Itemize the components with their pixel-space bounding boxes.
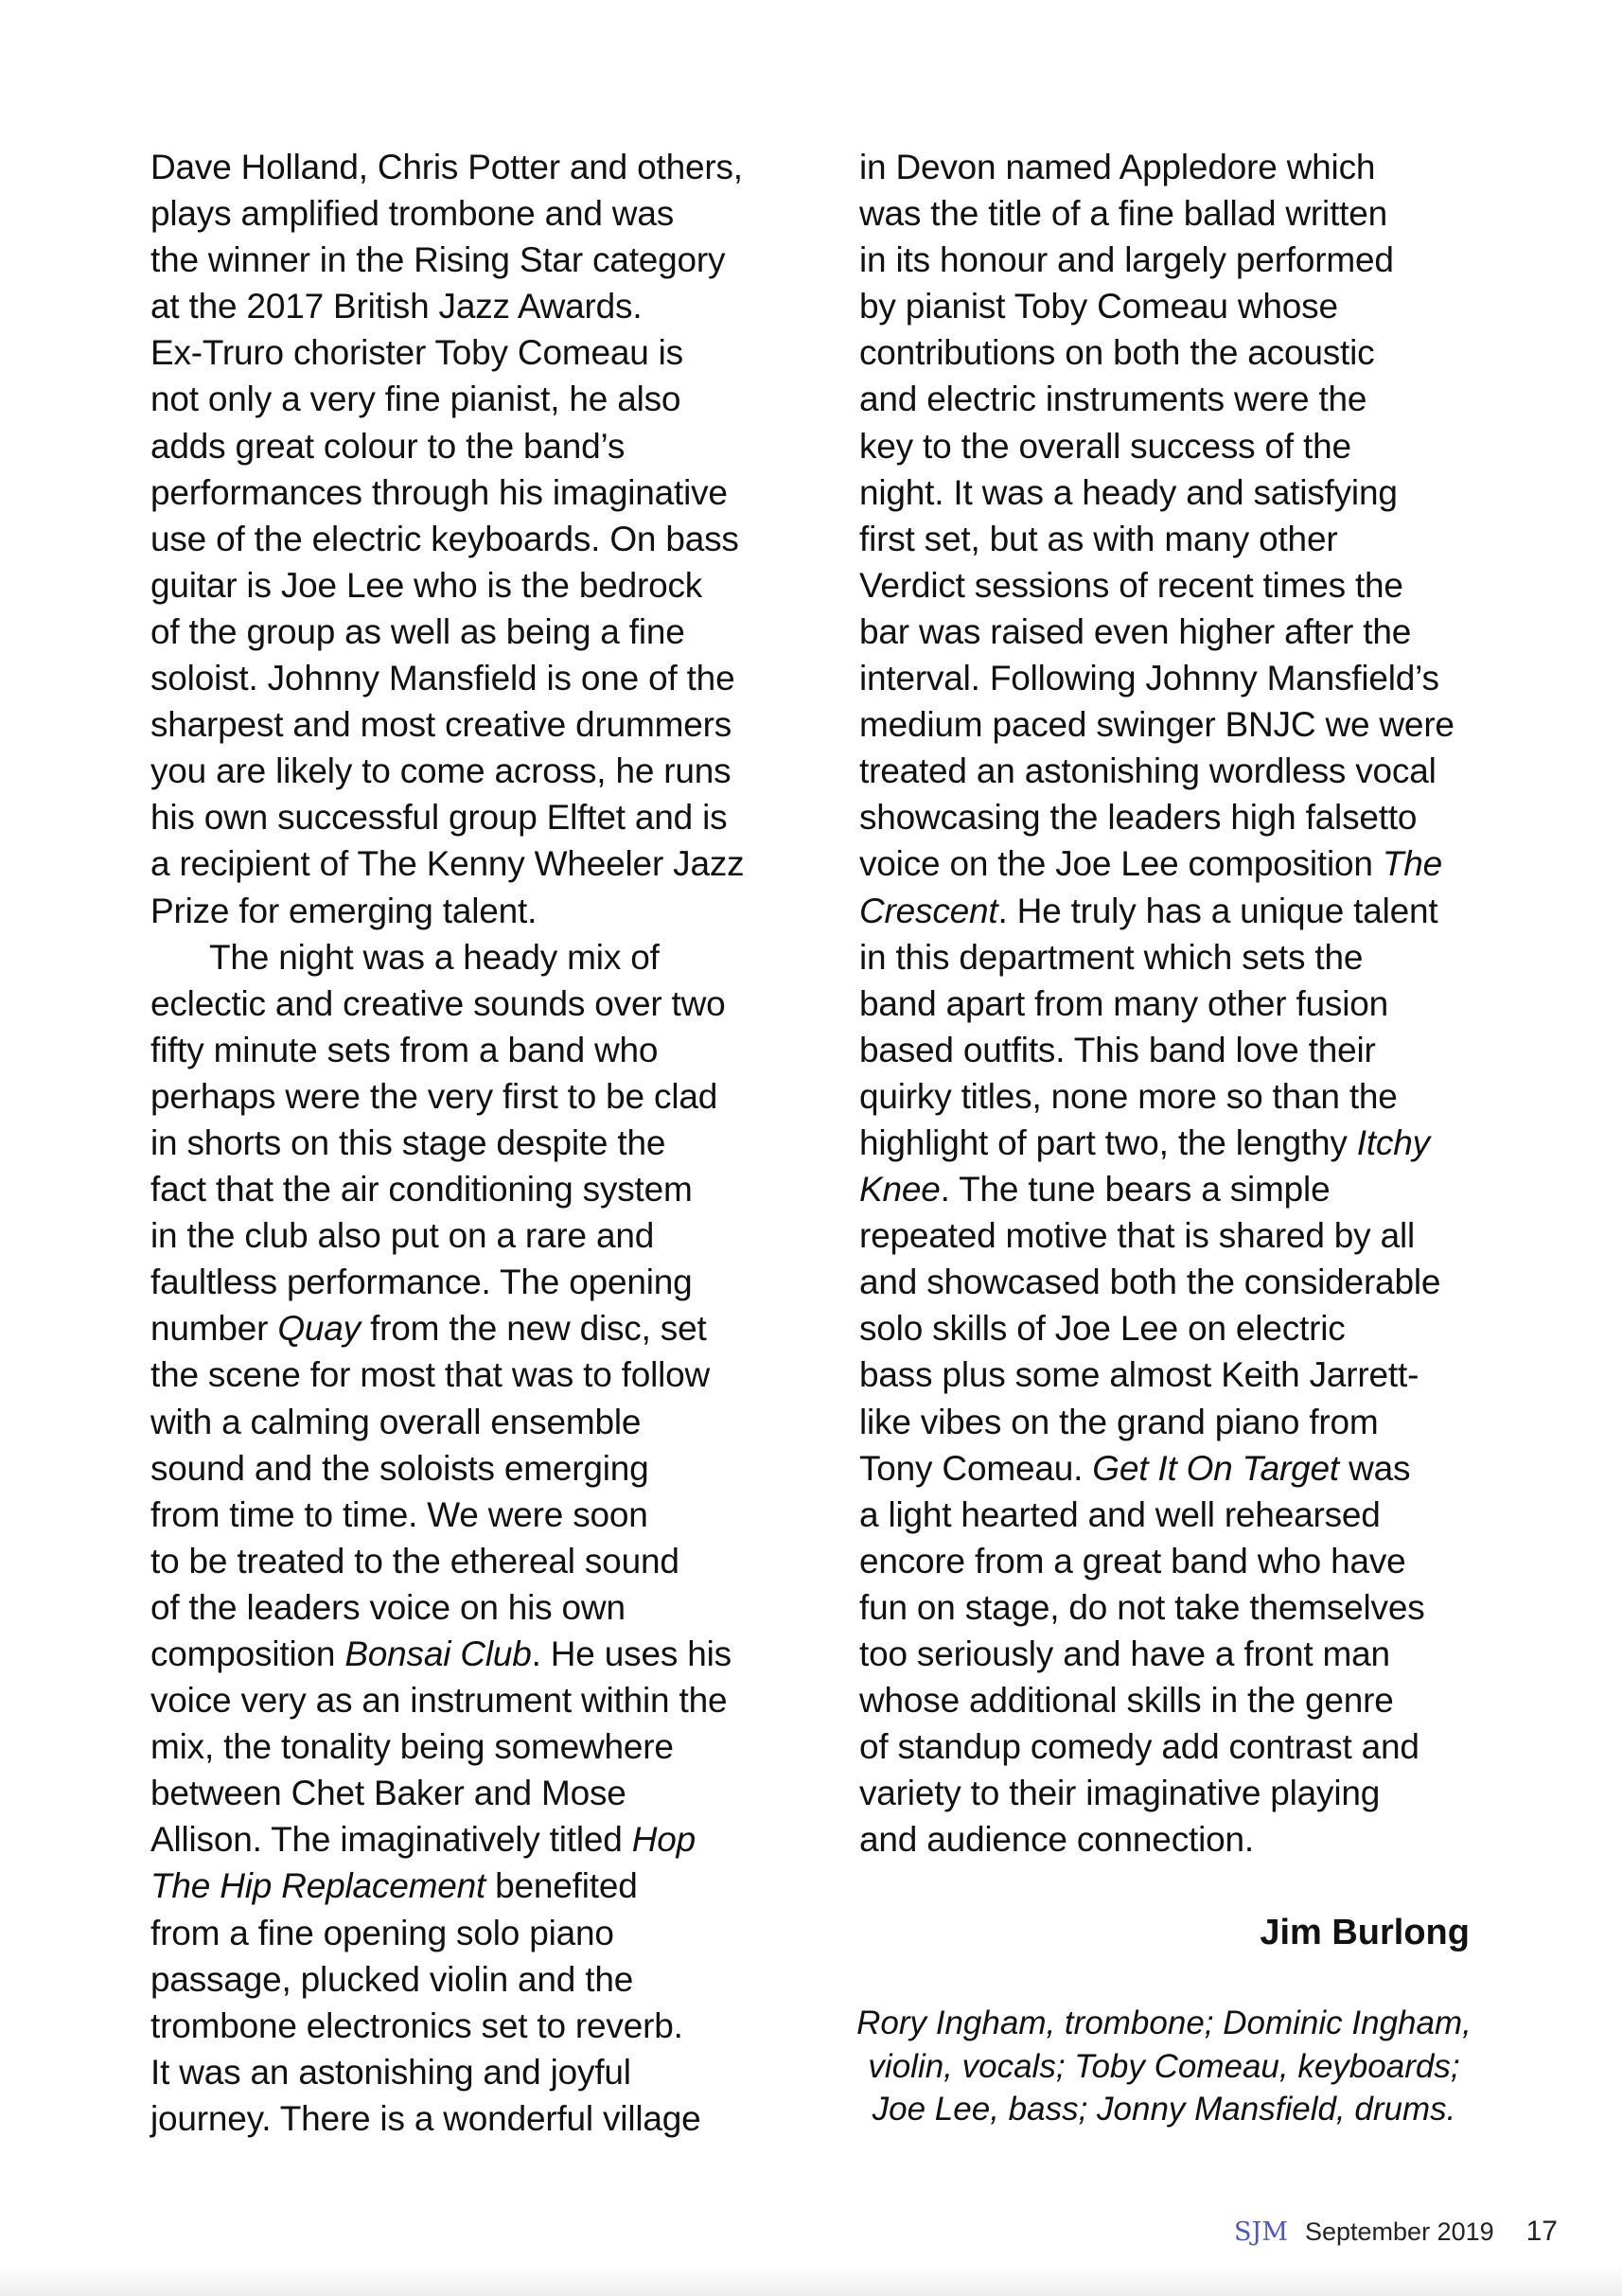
text-line: performances through his imaginative (150, 472, 728, 512)
text-line: night. It was a heady and satisfying (859, 472, 1398, 512)
text-line (859, 888, 1484, 934)
text-line: his own successful group Elftet and is (150, 798, 728, 838)
text-line: whose additional skills in the genre (859, 1681, 1394, 1721)
text-line: voice very as an instrument within the (150, 1681, 728, 1721)
text-line: solo skills of Joe Lee on electric (859, 1309, 1346, 1349)
text-line: was the title of a fine ballad written (859, 194, 1387, 234)
text-line: and showcased both the considerable (859, 1263, 1441, 1302)
italic-title: The (1382, 844, 1443, 884)
text-line: plays amplified trombone and was (150, 194, 675, 234)
author-byline: Jim Burlong (1260, 1913, 1470, 1952)
text-line: between Chet Baker and Mose (150, 1774, 626, 1813)
text-segment: Allison. The imaginatively titled (150, 1820, 632, 1860)
text-line: interval. Following Johnny Mansfield’s (859, 659, 1439, 698)
page-footer (1234, 2213, 1558, 2252)
text-line: Ex-Truro chorister Toby Comeau is (150, 333, 683, 373)
credits-line: Rory Ingham, trombone; Dominic Ingham, (856, 2005, 1472, 2041)
text-line: to be treated to the ethereal sound (150, 1541, 679, 1581)
text-line: fun on stage, do not take themselves (859, 1587, 1425, 1627)
text-line: fifty minute sets from a band who (150, 1030, 659, 1069)
text-line: from a fine opening solo piano (150, 1913, 614, 1952)
text-line (859, 1166, 1484, 1212)
text-line (150, 1816, 775, 1863)
text-segment: from the new disc, set (360, 1309, 707, 1349)
text-line: It was an astonishing and joyful (150, 2052, 631, 2092)
page-number: 17 (1525, 2216, 1558, 2247)
text-segment: voice on the Joe Lee composition (859, 844, 1383, 884)
text-line: band apart from many other fusion (859, 983, 1388, 1023)
text-line: in its honour and largely performed (859, 240, 1394, 280)
text-line (859, 1445, 1484, 1492)
text-segment: benefited (485, 1866, 638, 1906)
text-line: in shorts on this stage despite the (150, 1122, 666, 1162)
text-line: quirky titles, none more so than the (859, 1076, 1398, 1116)
text-line: in the club also put on a rare and (150, 1216, 655, 1256)
text-line: repeated motive that is shared by all (859, 1216, 1415, 1256)
issue-date: September 2019 (1304, 2217, 1494, 2246)
magazine-brand: SJM (1234, 2217, 1288, 2247)
text-line: passage, plucked violin and the (150, 1959, 634, 1999)
text-line: you are likely to come across, he runs (150, 751, 732, 791)
italic-title: Knee (859, 1170, 941, 1210)
article-left-column (150, 144, 775, 2142)
text-line: based outfits. This band love their (859, 1030, 1376, 1069)
text-line: the scene for most that was to follow (150, 1355, 711, 1395)
italic-title: Bonsai Club (344, 1634, 532, 1673)
italic-title: Get It On Target (1092, 1448, 1339, 1488)
credits-line: violin, vocals; Toby Comeau, keyboards; (868, 2047, 1460, 2085)
text-line: of the leaders voice on his own (150, 1587, 626, 1627)
text-line: Prize for emerging talent. (150, 891, 538, 930)
text-line: with a calming overall ensemble (150, 1402, 642, 1441)
text-line: The night was a heady mix of (209, 937, 660, 977)
musician-credits (833, 2002, 1495, 2131)
text-line: bar was raised even higher after the (859, 611, 1412, 651)
text-line (150, 1305, 775, 1351)
text-line: treated an astonishing wordless vocal (859, 751, 1437, 791)
italic-title: Itchy (1356, 1122, 1430, 1162)
text-line: of standup comedy add contrast and (859, 1727, 1419, 1767)
text-line (859, 840, 1484, 887)
italic-title: The Hip Replacement (150, 1866, 486, 1906)
text-line: and electric instruments were the (859, 380, 1367, 419)
page-bottom-edge (0, 2264, 1622, 2296)
text-line: of the group as well as being a fine (150, 611, 685, 651)
text-line: mix, the tonality being somewhere (150, 1727, 674, 1767)
text-line: perhaps were the very first to be clad (150, 1076, 718, 1116)
text-line: showcasing the leaders high falsetto (859, 798, 1418, 838)
text-segment: was (1338, 1448, 1411, 1488)
text-line: Dave Holland, Chris Potter and others, (150, 148, 743, 186)
italic-title: Crescent (859, 891, 998, 930)
text-line: by pianist Toby Comeau whose (859, 287, 1338, 327)
text-line: a recipient of The Kenny Wheeler Jazz (150, 844, 745, 884)
text-line: contributions on both the acoustic (859, 333, 1375, 373)
text-line: soloist. Johnny Mansfield is one of the (150, 659, 735, 698)
text-line: from time to time. We were soon (150, 1494, 648, 1534)
text-line: first set, but as with many other (859, 519, 1338, 558)
article-right-column (859, 144, 1484, 1863)
credits-line: Joe Lee, bass; Jonny Mansfield, drums. (872, 2091, 1456, 2128)
text-segment: . The tune bears a simple (940, 1170, 1331, 1210)
text-line: sharpest and most creative drummers (150, 705, 732, 745)
text-line: faultless performance. The opening (150, 1263, 693, 1302)
text-line: variety to their imaginative playing (859, 1774, 1381, 1813)
text-line: in this department which sets the (859, 937, 1364, 977)
text-line: Verdict sessions of recent times the (859, 565, 1403, 605)
text-line: at the 2017 British Jazz Awards. (150, 287, 643, 327)
italic-title: Quay (277, 1309, 361, 1349)
text-segment: Tony Comeau. (859, 1448, 1093, 1488)
text-line: a light hearted and well rehearsed (859, 1494, 1381, 1534)
text-line: encore from a great band who have (859, 1541, 1406, 1581)
text-line: bass plus some almost Keith Jarrett- (859, 1355, 1419, 1395)
text-line: fact that the air conditioning system (150, 1170, 693, 1210)
text-line: in Devon named Appledore which (859, 148, 1376, 186)
text-segment: highlight of part two, the lengthy (859, 1122, 1357, 1162)
italic-title: Hop (631, 1820, 696, 1860)
text-line: sound and the soloists emerging (150, 1448, 649, 1488)
text-line: medium paced swinger BNJC we were (859, 705, 1455, 745)
text-line: trombone electronics set to reverb. (150, 2005, 683, 2045)
text-line: use of the electric keyboards. On bass (150, 519, 739, 558)
text-line: journey. There is a wonderful village (150, 2098, 701, 2138)
text-segment: . He truly has a unique talent (997, 891, 1438, 930)
text-line: like vibes on the grand piano from (859, 1402, 1379, 1441)
text-line (150, 1863, 775, 1909)
text-line: too seriously and have a front man (859, 1634, 1390, 1673)
text-line (859, 1120, 1484, 1166)
text-line: the winner in the Rising Star category (150, 240, 726, 280)
text-segment: . He uses his (531, 1634, 732, 1673)
text-segment: number (150, 1309, 278, 1349)
text-line: adds great colour to the band’s (150, 426, 626, 466)
text-segment: composition (150, 1634, 345, 1673)
text-line: eclectic and creative sounds over two (150, 983, 726, 1023)
text-line: guitar is Joe Lee who is the bedrock (150, 565, 703, 605)
text-line: and audience connection. (859, 1820, 1254, 1860)
text-line: key to the overall success of the (859, 426, 1351, 466)
text-line: not only a very fine pianist, he also (150, 380, 681, 419)
text-line (150, 1631, 775, 1677)
